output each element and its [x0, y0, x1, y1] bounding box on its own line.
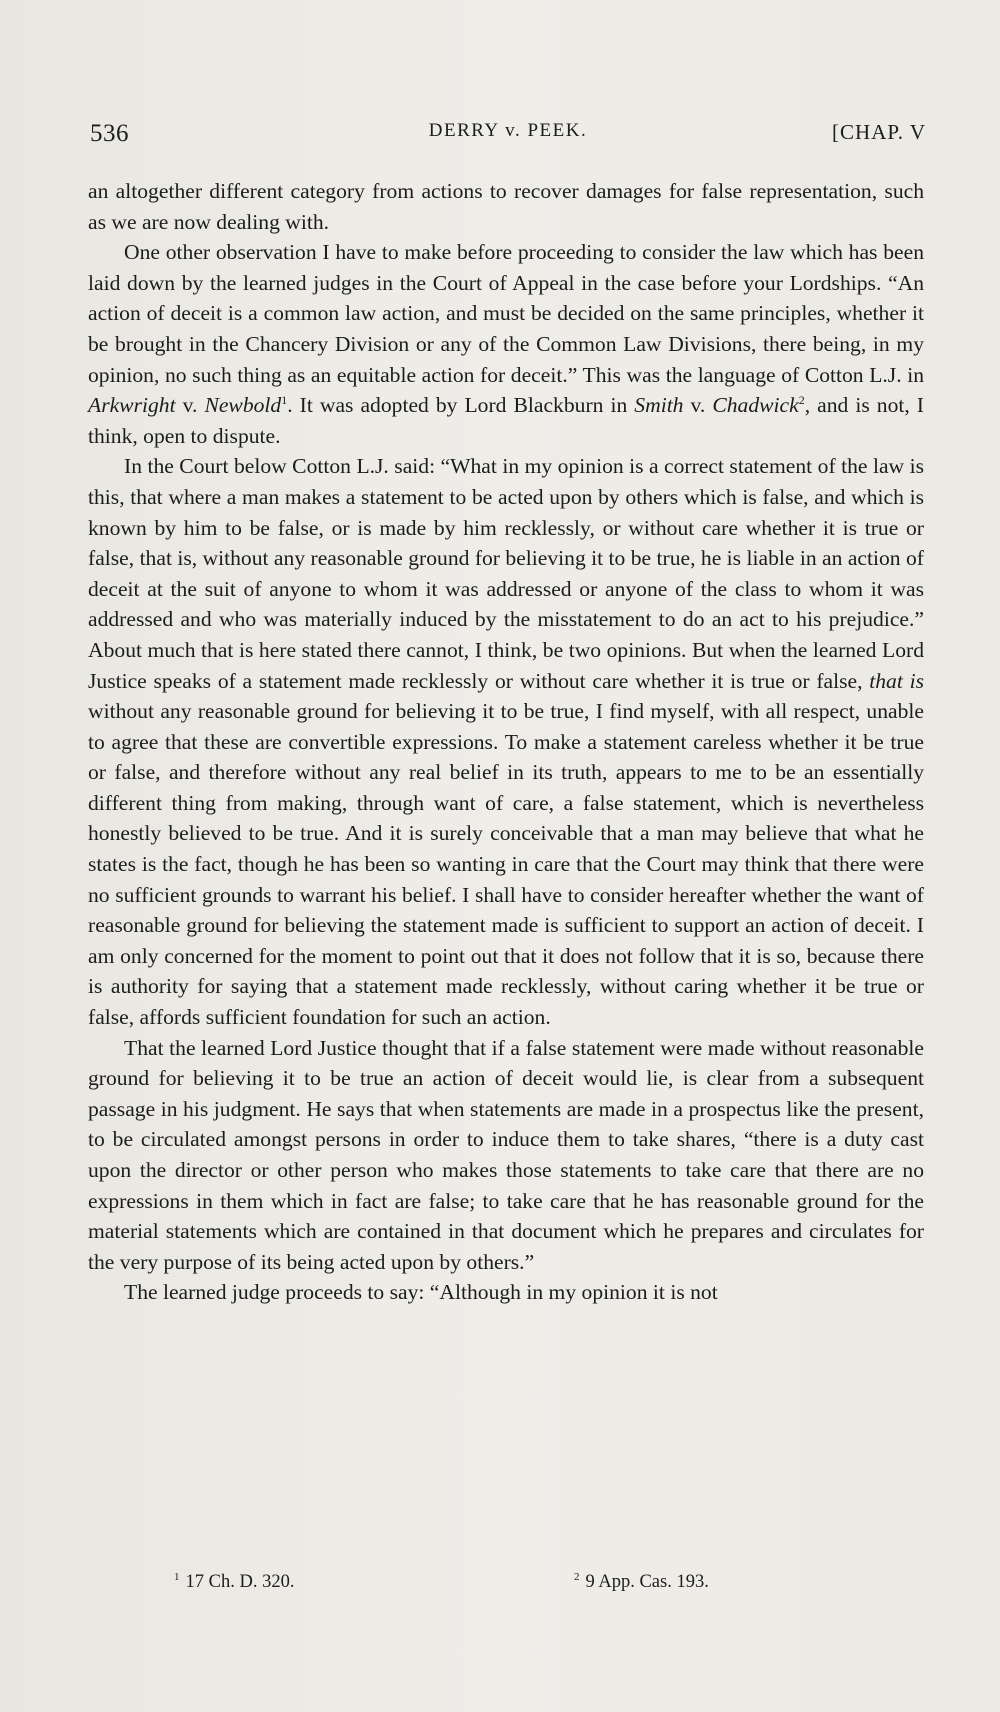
footnote-text: 17 Ch. D. 320.	[185, 1572, 295, 1592]
footnote-mark: 1	[174, 1570, 180, 1583]
body-text	[88, 176, 924, 1308]
text-run: The learned judge proceeds to say: “Although in my opinion it is not	[124, 1280, 718, 1305]
text-run: That the learned Lord Justice thought that if a false statement were made without reasonable ground for believing it to be true an action of deceit would lie, is clear from a subsequent passage in his judgment. He says that when statements are made in a prospectus like the present, to be circulated amongst persons in order to induce them to take shares, “there is a duty cast upon the director or other person who makes those statements to take care that there are no expressions in them which in fact are false; to take care that he has reasonable ground for the material statements which are contained in that document which he prepares and circulates for the very purpose of its being acted upon by others.”	[88, 1035, 924, 1274]
text-run: an altogether different category from actions to recover damages for false representation, such as we are now dealing with.	[88, 179, 924, 234]
text-run: , and is not, I think, open to dispute.	[88, 393, 924, 448]
footnote-2	[574, 1572, 709, 1593]
running-head	[90, 120, 926, 152]
running-title: DERRY v. PEEK.	[428, 120, 588, 141]
text-run: One other observation I have to make before proceeding to consider the law which has been laid down by the learned judges in the Court of Appeal in the case before your Lordships. “An action of deceit is a common law action, and must be decided on the same principles, whether it be brought in the Chancery Division or any of the Common Law Divisions, there being, in my opinion, no such thing as an equitable action for deceit.” This was the language of Cotton L.J. in	[88, 240, 924, 387]
footnote-reference: 1	[281, 392, 288, 407]
footnote-1	[174, 1572, 294, 1593]
case-name: Arkwright	[88, 393, 176, 418]
text-run: . It was adopted by Lord Blackburn in	[287, 393, 635, 418]
body-paragraph	[88, 237, 924, 451]
text-run: without any reasonable ground for believing it to be true, I find myself, with all respect, unable to agree that these are convertible expressions. To make a statement careless whether it be true or false, and therefore without any real belief in its truth, appears to me to be an essentially different thing from making, through want of care, a false statement, which is nevertheless honestly believed to be true. And it is surely conceivable that a man may believe that what he states is the fact, though he has been so wanting in care that the Court may think that there were no sufficient grounds to warrant his belief. I shall have to consider hereafter whether the want of reasonable ground for believing the statement made is sufficient to support an action of deceit. I am only concerned for the moment to point out that it does not follow that it is so, because there is authority for saying that a statement made recklessly, without caring whether it be true or false, affords sufficient foundation for such an action.	[88, 699, 924, 1030]
case-name: Smith	[634, 393, 684, 418]
footnote-mark: 2	[574, 1570, 580, 1583]
chapter-label: [CHAP. V	[832, 120, 926, 144]
case-name: Newbold	[204, 393, 282, 418]
body-paragraph	[88, 176, 924, 237]
footnote-text: 9 App. Cas. 193.	[585, 1572, 709, 1592]
body-paragraph	[88, 1277, 924, 1308]
text-run: In the Court below Cotton L.J. said: “What in my opinion is a correct statement of the law is this, that where a man makes a statement to be acted upon by others which is false, and which is known by him to be false, or is made by him recklessly, or without care whether it is true or false, that is, without any reasonable ground for believing it to be true, he is liable in an action of deceit at the suit of anyone to whom it was addressed or anyone of the class to whom it was addressed and who was materially induced by the misstatement to do an act to his prejudice.” About much that is here stated there cannot, I think, be two opinions. But when the learned Lord Justice speaks of a statement made recklessly or without care whether it is true or false,	[88, 454, 924, 693]
footnote-reference: 2	[798, 392, 805, 407]
body-paragraph	[88, 451, 924, 1032]
case-name: Chadwick	[712, 393, 799, 418]
footnotes	[88, 1572, 924, 1602]
text-run: v.	[683, 393, 713, 418]
case-name: that is	[869, 668, 924, 693]
text-run: v.	[175, 393, 205, 418]
body-paragraph	[88, 1033, 924, 1278]
page-number: 536	[90, 120, 129, 147]
